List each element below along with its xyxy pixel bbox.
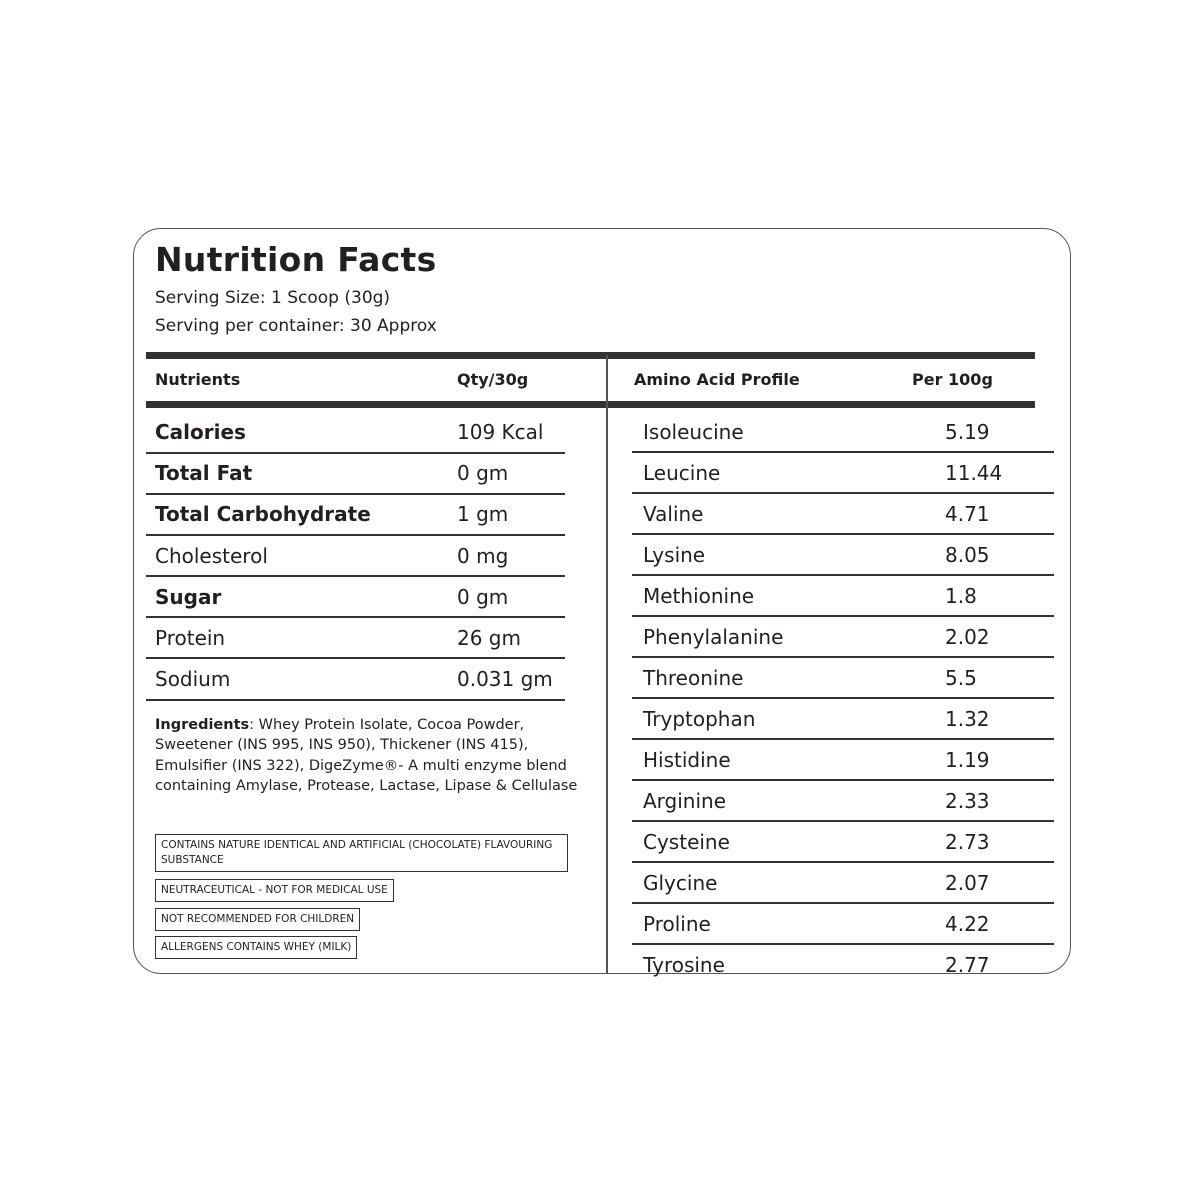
row-value: 2.07 [945, 870, 990, 895]
table-row [632, 578, 1054, 617]
row-value: 4.71 [945, 501, 990, 526]
label-title: Nutrition Facts [155, 240, 437, 279]
table-row [632, 783, 1054, 822]
header-bottom-rule [146, 401, 1035, 408]
row-value: 0 mg [457, 543, 509, 568]
row-name: Tryptophan [643, 706, 756, 731]
row-name: Threonine [643, 665, 744, 690]
table-row [632, 496, 1054, 535]
warning-medical: NEUTRACEUTICAL - NOT FOR MEDICAL USE [155, 879, 394, 902]
row-name: Sodium [155, 667, 231, 692]
table-row [632, 660, 1054, 699]
row-name: Histidine [643, 747, 731, 772]
table-row [632, 865, 1054, 904]
table-row [146, 455, 565, 495]
header-top-rule [146, 352, 1035, 359]
row-value: 26 gm [457, 625, 521, 650]
row-value: 109 Kcal [457, 420, 544, 444]
table-row [146, 579, 565, 619]
row-value: 0 gm [457, 461, 509, 486]
row-name: Cholesterol [155, 543, 268, 568]
warning-allergens: ALLERGENS CONTAINS WHEY (MILK) [155, 936, 357, 959]
table-row [632, 824, 1054, 863]
table-row [632, 742, 1054, 781]
row-value: 2.77 [945, 952, 990, 977]
row-value: 0 gm [457, 584, 509, 609]
row-value: 1.32 [945, 706, 990, 731]
row-name: Calories [155, 420, 246, 444]
table-row [632, 701, 1054, 740]
amino-table [632, 414, 1054, 986]
row-name: Protein [155, 625, 226, 650]
table-row [632, 619, 1054, 658]
row-name: Glycine [643, 870, 718, 895]
table-row [146, 620, 565, 660]
row-value: 5.19 [945, 420, 990, 444]
row-name: Cysteine [643, 829, 730, 854]
row-name: Tyrosine [643, 952, 725, 977]
table-row [632, 455, 1054, 494]
servings-per-container: Serving per container: 30 Approx [155, 316, 437, 336]
row-value: 1 gm [457, 502, 509, 527]
amino-header: Amino Acid Profile [634, 370, 800, 389]
qty-header: Qty/30g [457, 370, 529, 389]
nutrients-table [146, 414, 565, 702]
ingredients-label: Ingredients [155, 717, 250, 733]
row-name: Leucine [643, 460, 721, 485]
row-value: 2.73 [945, 829, 990, 854]
row-value: 8.05 [945, 542, 990, 567]
row-value: 0.031 gm [457, 667, 553, 692]
row-value: 4.22 [945, 911, 990, 936]
table-row [632, 906, 1054, 945]
nutrients-header: Nutrients [155, 370, 241, 389]
table-row [146, 538, 565, 578]
row-value: 2.33 [945, 788, 990, 813]
row-name: Phenylalanine [643, 624, 784, 649]
per100g-header: Per 100g [912, 370, 993, 389]
table-row [632, 414, 1054, 453]
row-name: Sugar [155, 584, 222, 609]
row-value: 11.44 [945, 460, 1003, 485]
serving-size: Serving Size: 1 Scoop (30g) [155, 288, 391, 308]
row-value: 1.19 [945, 747, 990, 772]
row-name: Isoleucine [643, 420, 744, 444]
ingredients-text: : Whey Protein Isolate, Cocoa Powder, Sweetener (INS 995, INS 950), Thickener (INS 415), Emulsifier (INS 322), DigeZyme®- A multi enzyme blend containing Amylase, Protease, Lactase, Lipase & Cellulase [155, 717, 578, 794]
table-row [632, 537, 1054, 576]
warning-flavouring: CONTAINS NATURE IDENTICAL AND ARTIFICIAL (CHOCOLATE) FLAVOURING SUBSTANCE [155, 834, 568, 872]
table-row [146, 414, 565, 454]
row-name: Total Carbohydrate [155, 502, 371, 527]
row-value: 5.5 [945, 665, 977, 690]
warning-children: NOT RECOMMENDED FOR CHILDREN [155, 908, 360, 931]
row-name: Methionine [643, 583, 755, 608]
table-row [632, 947, 1054, 984]
table-row [146, 661, 565, 701]
row-name: Total Fat [155, 461, 253, 486]
row-value: 2.02 [945, 624, 990, 649]
table-row [146, 496, 565, 536]
ingredients [155, 715, 585, 796]
row-name: Valine [643, 501, 704, 526]
row-name: Proline [643, 911, 711, 936]
row-value: 1.8 [945, 583, 977, 608]
row-name: Arginine [643, 788, 727, 813]
column-divider [606, 355, 608, 974]
row-name: Lysine [643, 542, 706, 567]
